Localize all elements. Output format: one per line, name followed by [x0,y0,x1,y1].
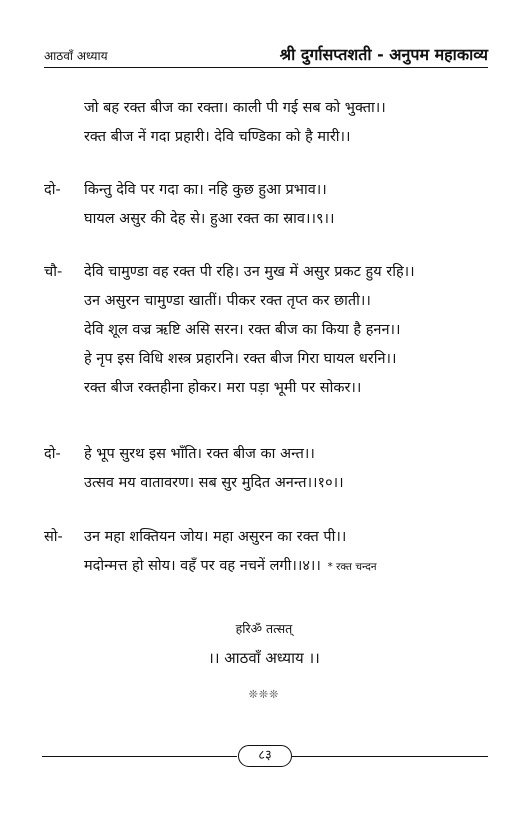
header-rule [44,67,488,68]
verse-text: हे नृप इस विधि शस्त्र प्रहारनि। रक्त बीज गिरा घायल धरनि।। [84,351,397,367]
page-number: ८३ [238,745,292,767]
ornament-divider: ❊❊❊ [248,688,280,701]
running-header [44,38,488,68]
chapter-end-title: ।। आठवाँ अध्याय ।। [208,649,320,667]
verse-line [44,552,492,581]
chapter-header: आठवाँ अध्याय [44,49,108,63]
stanza [44,94,492,152]
verse-line [44,205,492,234]
verse-text: किन्तु देवि पर गदा का। नहि कुछ हुआ प्रभाव।। [84,182,327,198]
verse-text: रक्त बीज नें गदा प्रहारी। देवि चण्डिका को है मारी।। [84,129,351,145]
verse-line [44,258,492,287]
footer-rule-right [292,756,488,757]
verse-type-marker: चौ- [44,264,63,280]
verse-text: देवि शूल वज्र ऋष्टि असि सरन। रक्त बीज का किया है हनन।। [84,322,401,338]
book-title-header: श्री दुर्गासप्तशती - अनुपम महाकाव्य [279,45,488,64]
stanza [44,258,492,403]
verse-text: घायल असुर की देह से। हुआ रक्त का स्राव।।९।। [84,211,335,227]
verse-text: जो बह रक्त बीज का रक्ता। काली पी गई सब को भुक्ता।। [84,100,386,116]
stanza [44,523,492,581]
stanza [44,440,492,498]
verse-text: उन महा शक्तियन जोय। महा असुरन का रक्त पी।। [84,529,347,545]
verse-line [44,316,492,345]
footer-rule-left [42,756,237,757]
verse-text: हे भूप सुरथ इस भाँति। रक्त बीज का अन्त।। [84,446,315,462]
verse-text [84,552,377,582]
stanza [44,176,492,234]
footnote-note: * रक्त चन्दन [327,561,377,573]
verse-text: उत्सव मय वातावरण। सब सुर मुदित अनन्त।।१०।। [84,475,344,491]
verse-line [44,469,492,498]
verse-line [44,440,492,469]
verse-text: देवि चामुण्डा वह रक्त पी रहि। उन मुख में असुर प्रकट हुय रहि।। [84,264,415,280]
verse-line [44,176,492,205]
verse-line [44,94,492,123]
verse-type-marker: सो- [44,529,63,545]
verse-text-content: मदोन्मत्त हो सोय। वहँ पर वह नचनें लगी।।४।। [84,558,321,574]
verse-line [44,287,492,316]
verse-line [44,123,492,152]
verse-type-marker: दो- [44,182,61,198]
verse-text: उन असुरन चामुण्डा खातीं। पीकर रक्त तृप्त कर छाती।। [84,293,371,309]
verse-line [44,345,492,374]
verse-line [44,374,492,403]
closing-invocation: हरिॐ तत्सत् [235,621,293,636]
verse-type-marker: दो- [44,446,61,462]
verse-line [44,523,492,552]
verse-text: रक्त बीज रक्तहीना होकर। मरा पड़ा भूमी पर सोकर।। [84,380,362,396]
